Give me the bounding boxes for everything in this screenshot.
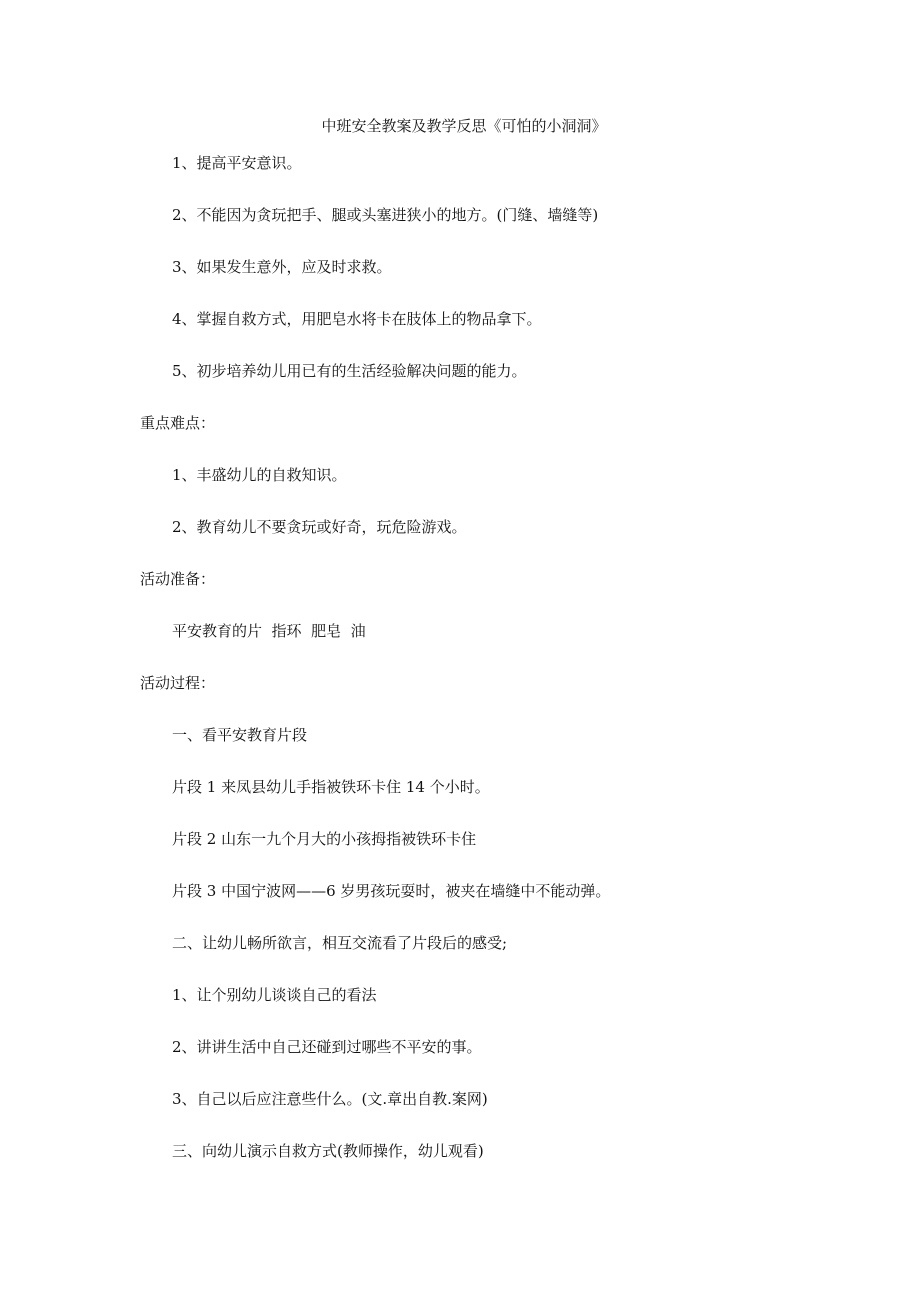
key-points-heading: 重点难点：	[140, 414, 216, 432]
process-item: 片段 1 来凤县幼儿手指被铁环卡住 14 个小时。	[172, 778, 490, 796]
process-item: 片段 3 中国宁波网——6 岁男孩玩耍时，被夹在墙缝中不能动弹。	[172, 882, 611, 900]
key-point-item: 1、丰盛幼儿的自救知识。	[172, 466, 347, 484]
process-item: 三、向幼儿演示自救方式(教师操作，幼儿观看)	[172, 1142, 484, 1160]
key-point-item: 2、教育幼儿不要贪玩或好奇，玩危险游戏。	[172, 518, 467, 536]
goal-item: 5、初步培养幼儿用已有的生活经验解决问题的能力。	[172, 362, 527, 380]
process-item: 2、讲讲生活中自己还碰到过哪些不平安的事。	[172, 1038, 482, 1056]
process-heading: 活动过程：	[140, 674, 216, 692]
preparation-heading: 活动准备：	[140, 570, 216, 588]
goal-item: 1、提高平安意识。	[172, 154, 302, 172]
process-item: 片段 2 山东一九个月大的小孩拇指被铁环卡住	[172, 830, 477, 848]
process-item: 3、自己以后应注意些什么。(文.章出自教.案网)	[172, 1090, 488, 1108]
goal-item: 4、掌握自救方式，用肥皂水将卡在肢体上的物品拿下。	[172, 310, 542, 328]
process-item: 1、让个别幼儿谈谈自己的看法	[172, 986, 377, 1004]
process-item: 一、看平安教育片段	[172, 726, 308, 744]
goal-item: 3、如果发生意外，应及时求救。	[172, 258, 392, 276]
preparation-text: 平安教育的片 指环 肥皂 油	[172, 622, 366, 640]
goal-item: 2、不能因为贪玩把手、腿或头塞进狭小的地方。(门缝、墙缝等)	[172, 206, 599, 224]
process-item: 二、让幼儿畅所欲言，相互交流看了片段后的感受;	[172, 934, 508, 952]
document-title: 中班安全教案及教学反思《可怕的小洞洞》	[321, 117, 607, 135]
